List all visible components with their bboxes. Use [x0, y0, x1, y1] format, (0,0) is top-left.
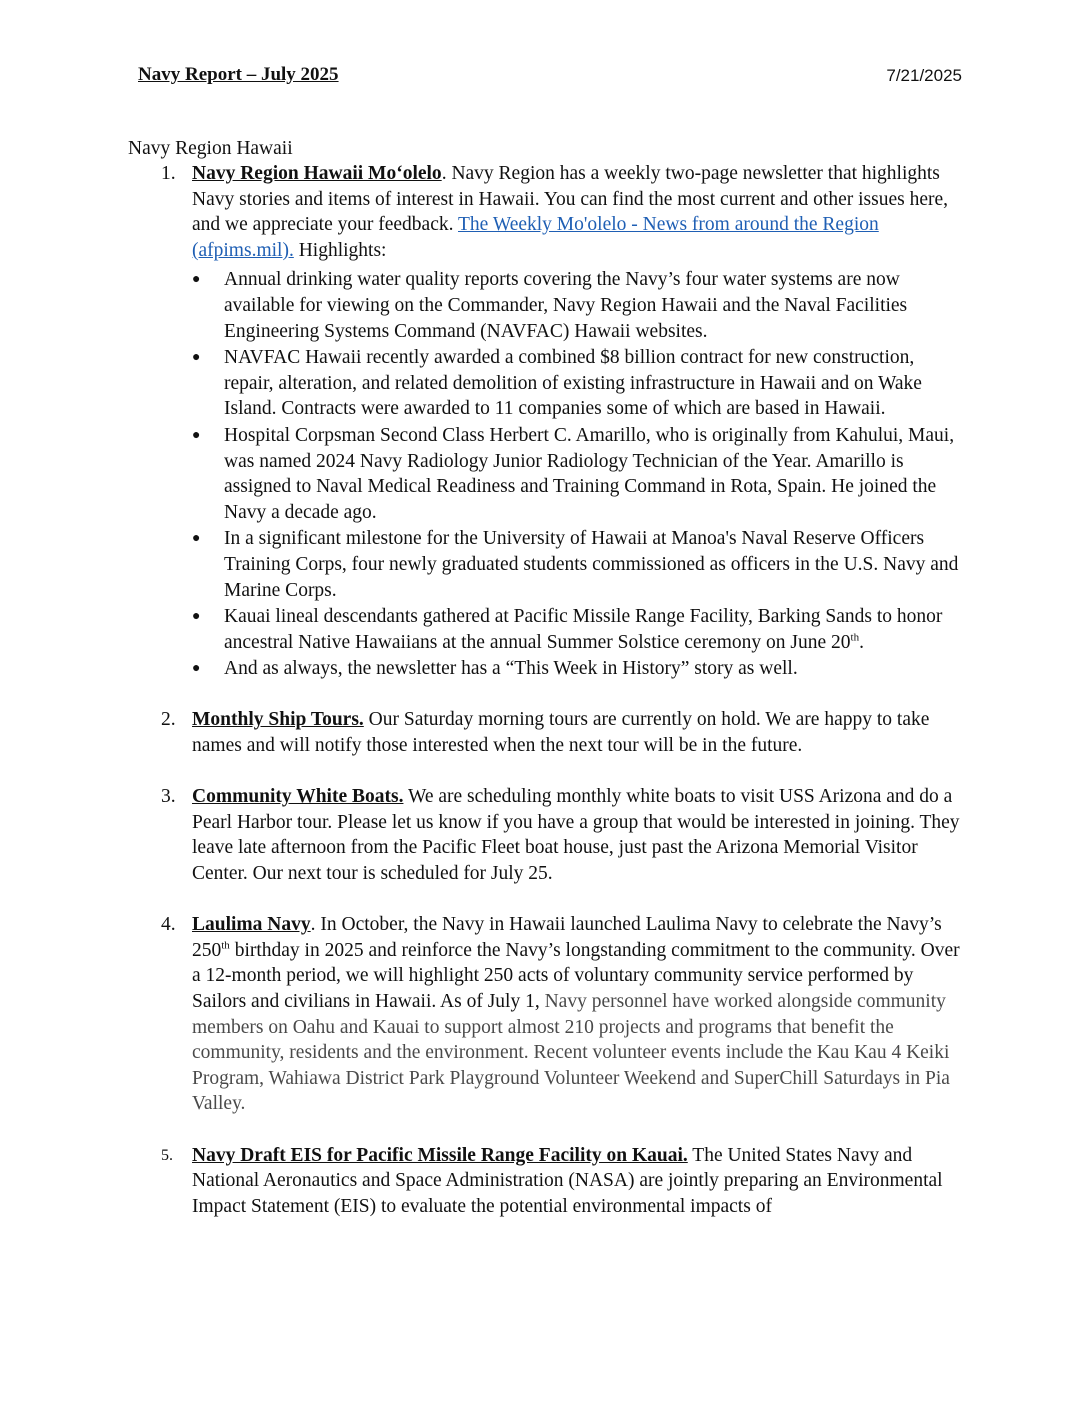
- highlight-text-end: .: [859, 631, 864, 653]
- item-heading: Monthly Ship Tours.: [192, 709, 364, 731]
- report-title: Navy Report – July 2025: [138, 64, 339, 85]
- highlight-item: [192, 267, 963, 344]
- bullet-icon: ●: [192, 661, 201, 677]
- item-number: 3.: [161, 786, 176, 808]
- item-number: 5.: [161, 1146, 173, 1164]
- highlight-text: And as always, the newsletter has a “This Week in History” story as well.: [224, 658, 798, 680]
- highlight-item: [192, 604, 963, 655]
- item-body: . In October, the Navy in Hawaii launched Laulima Navy to celebrate the Navy’s 250: [192, 914, 942, 961]
- item-heading: Navy Region Hawaii Mo‘olelo: [192, 163, 442, 184]
- item-white-boats: [128, 784, 963, 886]
- ordinal-suffix: th: [850, 631, 860, 644]
- item-body-cont: birthday in 2025 and reinforce the Navy’s longstanding commitment to the community. Over a 12-month period, we will highlight 250 acts of voluntary community service performed by Sailors and civilians in Hawaii. As of July 1,: [192, 939, 960, 1012]
- highlight-text: In a significant milestone for the University of Hawaii at Manoa's Naval Reserve Officers Training Corps, four newly graduated students commissioned as officers in the U.S. Navy and Marine Corps.: [224, 528, 959, 601]
- highlight-text: Annual drinking water quality reports covering the Navy’s four water systems are now available for viewing on the Commander, Navy Region Hawaii and the Naval Facilities Engineering Systems Command (NAVFAC) Hawaii websites.: [224, 269, 908, 342]
- item-ship-tours: [128, 707, 963, 758]
- item-body: We are scheduling monthly white boats to visit USS Arizona and do a Pearl Harbor tour. Please let us know if you have a group that would be interested in joining. They leave late afternoon from the Pacific Fleet boat house, just past the Arizona Memorial Visitor Center. Our next tour is scheduled for July 25.: [192, 786, 960, 885]
- item-number: 1.: [161, 163, 176, 184]
- newsletter-link[interactable]: The Weekly Mo'olelo - News from around the Region (afpims.mil).: [192, 214, 879, 261]
- bullet-icon: ●: [192, 531, 201, 547]
- highlight-item: [192, 656, 963, 682]
- item-number: 4.: [161, 914, 176, 936]
- report-date: 7/21/2025: [886, 66, 962, 85]
- highlight-item: [192, 526, 963, 603]
- bullet-icon: ●: [192, 427, 201, 443]
- bullet-icon: ●: [192, 609, 201, 625]
- highlight-text: Kauai lineal descendants gathered at Pacific Missile Range Facility, Barking Sands to honor ancestral Native Hawaiians at the annual Summer Solstice ceremony on June 20: [224, 606, 943, 653]
- item-draft-eis: [128, 1143, 963, 1220]
- highlight-text: Hospital Corpsman Second Class Herbert C. Amarillo, who is originally from Kahului, Maui, was named 2024 Navy Radiology Junior Radiology Technician of the Year. Amarillo is assigned to Naval Medical Readiness and Training Command in Rota, Spain. He joined the Navy a decade ago.: [224, 424, 955, 523]
- highlight-item: [192, 345, 963, 422]
- ordinal-suffix: th: [221, 939, 230, 952]
- bullet-icon: ●: [192, 350, 201, 366]
- item-newsletter: [128, 161, 963, 682]
- report-items: [128, 161, 963, 1245]
- item-body-gray: Navy personnel have worked alongside community members on Oahu and Kauai to support almost 210 projects and programs that benefit the community, residents and the environment. Recent volunteer events include the Kau Kau 4 Keiki Program, Wahiawa District Park Playground Volunteer Weekend and SuperChill Saturdays in Pia Valley.: [192, 991, 950, 1115]
- item-laulima-navy: [128, 912, 963, 1117]
- highlights-list: [192, 267, 963, 682]
- item-body: Our Saturday morning tours are currently on hold. We are happy to take names and will notify those interested when the next tour will be in the future.: [192, 709, 930, 757]
- item-number: 2.: [161, 709, 176, 731]
- item-heading: Community White Boats.: [192, 786, 404, 808]
- highlight-item: [192, 423, 963, 525]
- region-heading: Navy Region Hawaii: [128, 138, 293, 159]
- item-heading: Laulima Navy: [192, 914, 311, 936]
- item-body: . Navy Region has a weekly two-page newsletter that highlights Navy stories and items of interest in Hawaii. You can find the most current and other issues here, and we appreciate your feedback.: [192, 163, 948, 236]
- bullet-icon: ●: [192, 272, 201, 288]
- item-body: The United States Navy and National Aeronautics and Space Administration (NASA) are jointly preparing an Environmental Impact Statement (EIS) to evaluate the potential environmental impacts of: [192, 1144, 943, 1217]
- item-heading: Navy Draft EIS for Pacific Missile Range Facility on Kauai.: [192, 1144, 688, 1166]
- item-body-end: Highlights:: [293, 239, 387, 261]
- highlight-text: NAVFAC Hawaii recently awarded a combined $8 billion contract for new construction, repair, alteration, and related demolition of existing infrastructure in Hawaii and on Wake Island. Contracts were awarded to 11 companies some of which are based in Hawaii.: [224, 347, 922, 420]
